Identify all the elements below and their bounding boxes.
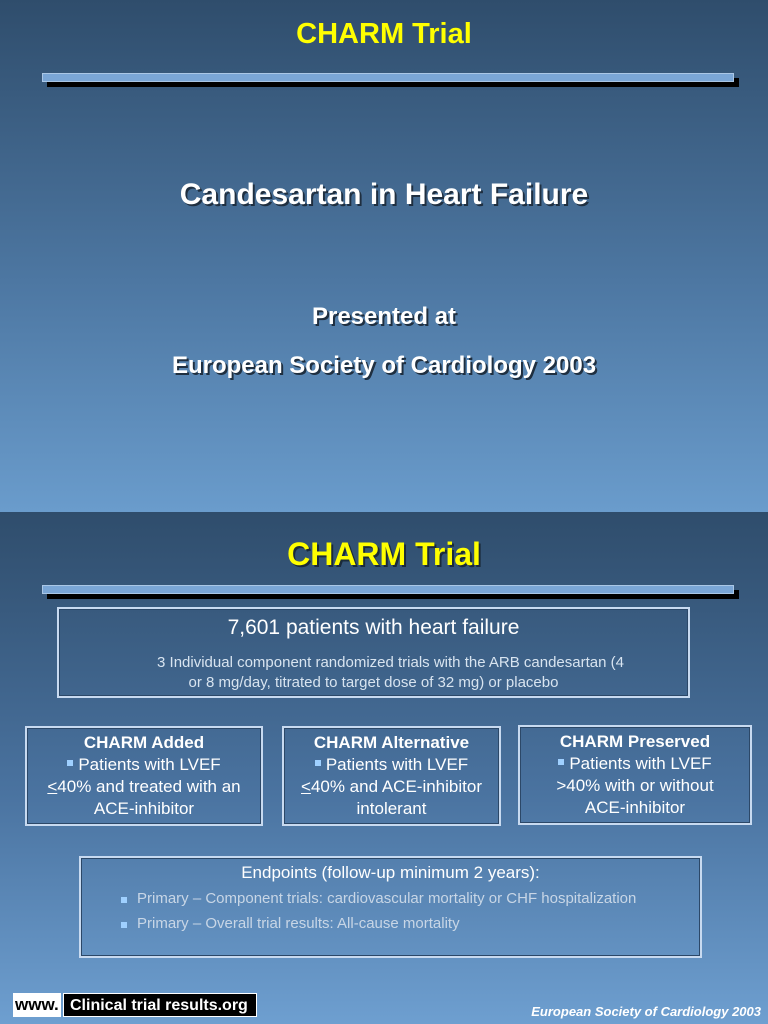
arm-name: CHARM Preserved bbox=[559, 732, 711, 751]
arm-name: CHARM Alternative bbox=[313, 733, 470, 752]
arm-line-1: Patients with LVEF bbox=[569, 754, 712, 773]
title-divider bbox=[42, 585, 734, 594]
arm-line-1: Patients with LVEF bbox=[78, 755, 221, 774]
slide-1-title: CHARM Trial bbox=[296, 18, 472, 50]
arm-line-3: ACE-inhibitor bbox=[584, 798, 686, 817]
slide-1-subtitle: Candesartan in Heart Failure bbox=[179, 178, 589, 211]
population-box bbox=[57, 607, 690, 698]
title-divider bbox=[42, 73, 734, 82]
endpoints-box bbox=[79, 856, 702, 958]
population-detail bbox=[59, 653, 688, 693]
population-detail-line-1: 3 Individual component randomized trials with the ARB candesartan (4 bbox=[157, 654, 624, 671]
presented-at-label: Presented at bbox=[311, 303, 457, 330]
bullet-icon bbox=[121, 922, 127, 928]
arm-line-2: 40% and treated with an bbox=[57, 777, 241, 796]
bullet-icon bbox=[121, 897, 127, 903]
population-heading: 7,601 patients with heart failure bbox=[227, 616, 520, 639]
arm-box-preserved bbox=[518, 725, 752, 825]
footer-site-label: Clinical trial results.org bbox=[63, 993, 257, 1017]
arm-comparator: > bbox=[556, 776, 567, 795]
population-detail-line-2: or 8 mg/day, titrated to target dose of 32 mg) or placebo bbox=[188, 674, 559, 691]
endpoint-text: Primary – Overall trial results: All-cause mortality bbox=[137, 915, 460, 932]
slide-2-title: CHARM Trial bbox=[287, 536, 481, 572]
arm-comparator: < bbox=[47, 777, 58, 796]
endpoint-text: Primary – Component trials: cardiovascular mortality or CHF hospitalization bbox=[137, 890, 637, 907]
arm-line-3: ACE-inhibitor bbox=[93, 799, 195, 818]
list-item bbox=[81, 914, 700, 933]
arm-line-2: 40% and ACE-inhibitor bbox=[310, 777, 482, 796]
bullet-icon bbox=[558, 759, 564, 765]
list-item bbox=[81, 889, 700, 908]
arm-line-2: 40% with or without bbox=[566, 776, 714, 795]
arm-line-1: Patients with LVEF bbox=[325, 755, 469, 774]
arm-comparator: < bbox=[301, 777, 311, 796]
arm-line-3: intolerant bbox=[356, 799, 427, 818]
venue-label: European Society of Cardiology 2003 bbox=[171, 352, 597, 379]
arm-name: CHARM Added bbox=[83, 733, 205, 752]
bullet-icon bbox=[67, 760, 73, 766]
slide-2 bbox=[0, 512, 768, 1024]
arm-box-added bbox=[25, 726, 263, 826]
footer-www-label: www. bbox=[13, 993, 61, 1017]
endpoints-heading: Endpoints (follow-up minimum 2 years): bbox=[241, 863, 540, 882]
footer-credit: European Society of Cardiology 2003 bbox=[531, 1004, 761, 1019]
bullet-icon bbox=[315, 760, 321, 766]
endpoints-list bbox=[81, 889, 700, 933]
arm-box-alternative bbox=[282, 726, 501, 826]
